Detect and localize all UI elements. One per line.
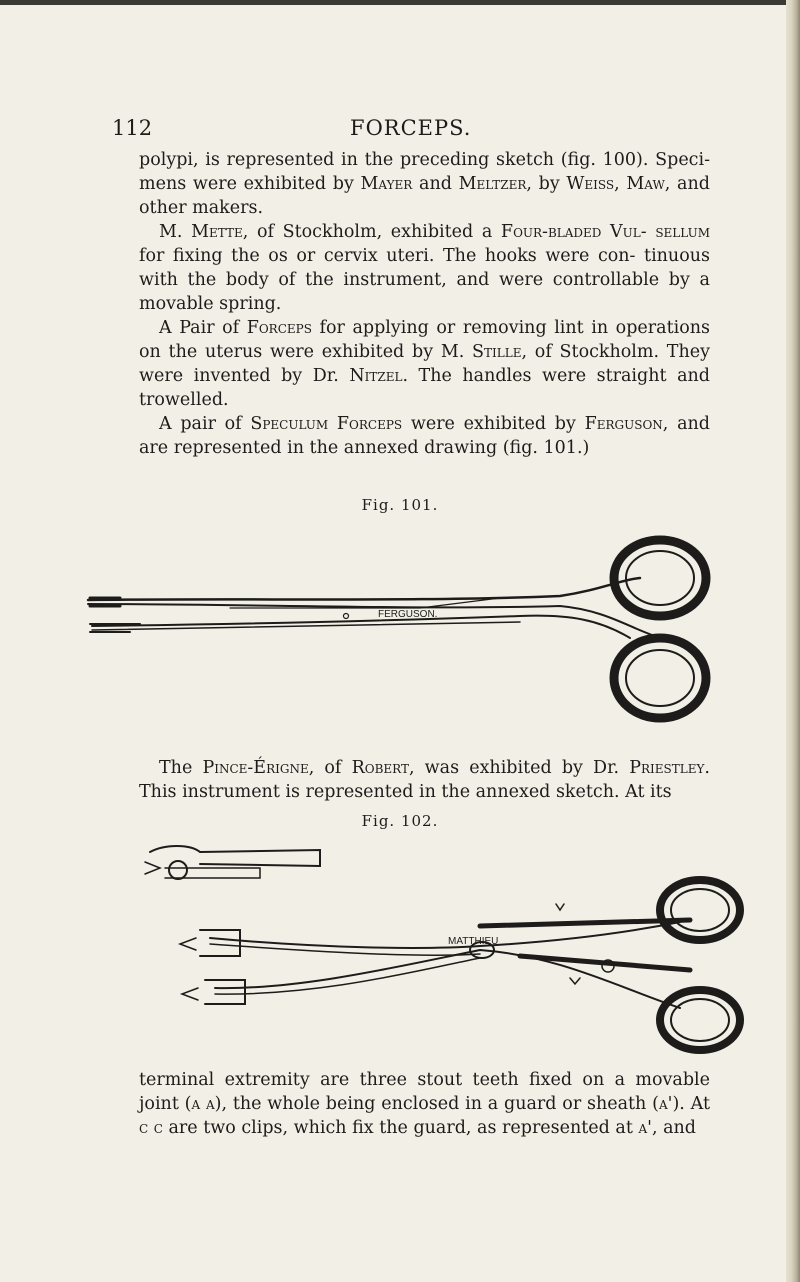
name-robert: Robert <box>351 758 409 778</box>
text-run: ). At <box>672 1094 710 1114</box>
text-run: , <box>664 174 671 194</box>
text-run: This instrument is represented in the annexed sketch. At its <box>139 782 672 802</box>
text-run: . <box>704 758 710 778</box>
name-priestley: Priestley <box>629 758 705 778</box>
figure-102-caption: Fig. 102. <box>361 812 439 830</box>
ref-a-prime: a' <box>658 1094 673 1114</box>
paragraph-pince-erigne <box>139 756 710 804</box>
name-weiss: Weiss <box>566 174 615 194</box>
text-run: , was exhibited by Dr. <box>408 758 630 778</box>
name-ferguson: Ferguson <box>584 414 663 434</box>
paragraph-lint-forceps <box>139 316 710 412</box>
figure-101-speculum-forceps-illustration <box>0 528 800 728</box>
text-run: , by <box>526 174 567 194</box>
text-run: polypi, is represented in the preceding sketch (fig. 100). Speci- <box>139 150 710 170</box>
engraved-maker-mark: FERGUSON. <box>378 609 438 620</box>
text-run: A Pair of <box>159 318 247 338</box>
paragraph-makers <box>139 148 710 220</box>
text-block-middle <box>139 756 710 804</box>
text-run: A pair of <box>159 414 251 434</box>
page-header <box>112 116 660 146</box>
text-block-upper <box>139 148 710 460</box>
text-run: mens were exhibited by <box>139 174 361 194</box>
text-run: , of Stockholm. They <box>521 342 710 362</box>
text-run: tinuous with the body of the instrument, and were controllable <box>139 246 710 290</box>
paragraph-speculum-forceps <box>139 412 710 460</box>
text-run: , and <box>651 1118 696 1138</box>
ref-a-prime: a' <box>638 1118 652 1138</box>
text-run: , of Stockholm, exhibited a <box>242 222 501 242</box>
text-run: by a movable spring. <box>139 270 710 314</box>
text-run: and other makers. <box>139 174 710 218</box>
text-run: and are represented in the annexed drawing (fig. 101.) <box>139 414 710 458</box>
text-run: are two clips, which fix the guard, as represented at <box>162 1118 639 1138</box>
text-run: , <box>614 174 627 194</box>
text-run: terminal extremity are three stout teeth fixed on a movable joint <box>139 1070 710 1114</box>
text-run: ( <box>184 1094 192 1114</box>
engraved-maker-mark: MATTHIEU <box>448 936 499 947</box>
text-run: ), the whole being enclosed in a guard or sheath ( <box>214 1094 659 1114</box>
text-run: The <box>159 758 203 778</box>
text-run: trowelled. <box>139 390 229 410</box>
term-forceps: Forceps <box>246 318 312 338</box>
term-four-bladed: Four-bladed Vul- <box>500 222 647 242</box>
text-run: were invented by Dr. <box>139 366 350 386</box>
term-sellum: sellum <box>655 222 710 242</box>
text-run: on the uterus were exhibited by M. <box>139 342 473 362</box>
paragraph-terminal-extremity <box>139 1068 710 1140</box>
name-meltzer: Meltzer <box>458 174 527 194</box>
figure-102-pince-erigne-illustration <box>0 838 800 1058</box>
paragraph-vulsellum <box>139 220 710 316</box>
text-run: for applying or removing lint in operations <box>311 318 710 338</box>
text-run: , <box>662 414 669 434</box>
text-run: M. <box>159 222 192 242</box>
name-nitzel: Nitzel <box>349 366 403 386</box>
name-mayer: Mayer <box>360 174 413 194</box>
page-number: 112 <box>112 116 153 140</box>
text-run: and <box>412 174 459 194</box>
text-run: were exhibited by <box>402 414 585 434</box>
text-run: . The handles were straight and <box>402 366 710 386</box>
name-stille: Stille <box>472 342 522 362</box>
page-top-rule <box>0 0 800 5</box>
ref-a-a: a a <box>191 1094 215 1114</box>
text-run: for fixing the os or cervix uteri. The hooks were con- <box>139 246 636 266</box>
running-title: FORCEPS. <box>350 116 472 140</box>
term-pince-erigne: Pince-Érigne <box>202 758 309 778</box>
text-block-lower <box>139 1068 710 1140</box>
term-speculum-forceps: Speculum Forceps <box>250 414 403 434</box>
name-mette: Mette <box>191 222 243 242</box>
text-run: , of <box>308 758 352 778</box>
name-maw: Maw <box>626 174 665 194</box>
figure-101-caption: Fig. 101. <box>361 496 439 514</box>
ref-c-c: c c <box>139 1118 163 1138</box>
